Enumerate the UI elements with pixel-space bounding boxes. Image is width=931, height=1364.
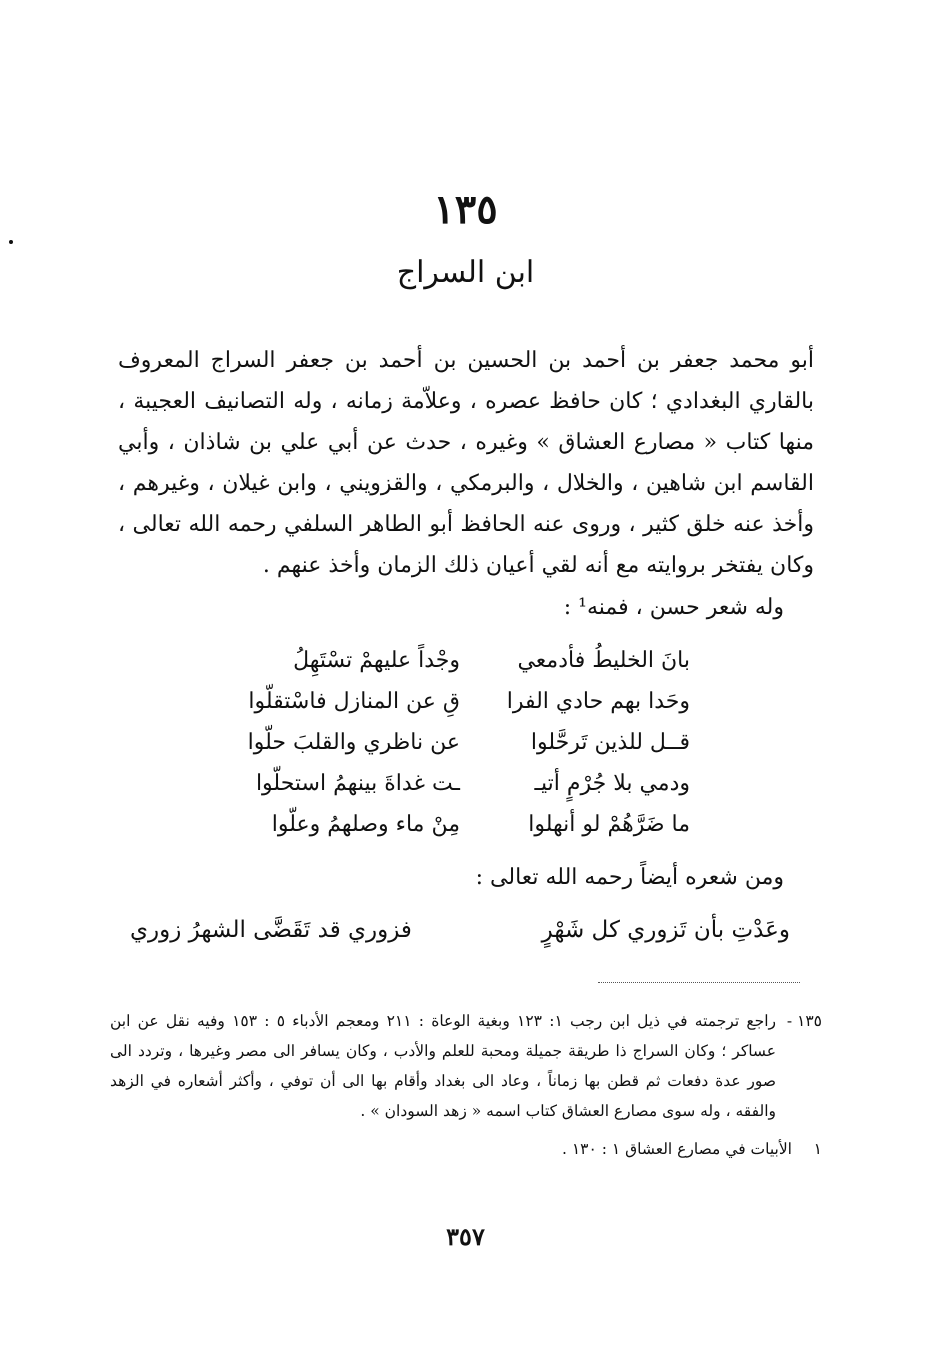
verse-line: [230, 722, 690, 763]
verse-line: [230, 763, 690, 804]
verse-line: [230, 640, 690, 681]
verse-first-hemistich: وعَدْتِ بأن تَزوري كل شَهْرٍ: [541, 917, 790, 943]
verse-first-hemistich: ما ضَرَّهُمْ لو أنهلوا: [528, 812, 690, 837]
second-poem-intro: ومن شعره أيضاً رحمه الله تعالى :: [475, 865, 784, 890]
footnote-entry: [110, 1006, 822, 1126]
verse-second-hemistich: قِ عن المنازل فاسْتقلّوا: [248, 689, 460, 714]
biography-paragraph: [118, 340, 814, 586]
verse-second-hemistich: فزوري قد تَقَضَّى الشهرُ زوري: [130, 917, 412, 943]
verse-first-hemistich: ودمي بلا جُرْمٍ أتيـ: [534, 771, 690, 796]
verse-line: [230, 804, 690, 845]
footnote-text: الأبيات في مصارع العشاق ١ : ١٣٠ .: [561, 1140, 792, 1158]
footnote-mark: ١: [813, 1140, 822, 1158]
verse-second-hemistich: عن ناظري والقلبَ حلّوا: [247, 730, 460, 755]
footnote-entry: [110, 1134, 822, 1164]
poem-intro: وله شعر حسن ، فمنه¹ :: [563, 595, 784, 620]
footnote-separator: [598, 982, 800, 983]
entry-title: ابن السراج: [396, 255, 535, 290]
poem-verses: [230, 640, 690, 845]
biography-text: أبو محمد جعفر بن أحمد بن الحسين بن أحمد بن جعفر السراج المعروف بالقاري البغدادي ؛ كان حافظ عصره ، وعلاّمة زمانه ، وله التصانيف العجيبة ، منها كتاب « مصارع العشاق » وغيره ، حدث عن أبي علي بن شاذان ، وأبي القاسم ابن شاهين ، والخلال ، والبرمكي ، والقزويني ، وابن غيلان ، وغيرهم ، وأخذ عنه خلق كثير ، وروى عنه الحافظ أبو الطاهر السلفي رحمه الله تعالى ، وكان يفتخر بروايته مع أنه لقي أعيان ذلك الزمان وأخذ عنهم .: [118, 348, 814, 578]
footnote-mark: ١٣٥ -: [786, 1012, 822, 1030]
footnotes: [110, 1006, 822, 1164]
verse-second-hemistich: مِنْ ماء وصلهمُ وعلّوا: [271, 812, 460, 837]
final-verse: [130, 910, 790, 950]
entry-number: ١٣٥: [433, 186, 498, 233]
verse-first-hemistich: قــل للذين تَرحَّلوا: [530, 730, 690, 755]
verse-first-hemistich: بانَ الخليطُ فأدمعي: [517, 648, 690, 673]
footnote-text: راجع ترجمته في ذيل ابن رجب ١: ١٢٣ وبغية الوعاة : ٢١١ ومعجم الأدباء ٥ : ١٥٣ وفيه نقل عن ابن عساكر ؛ وكان السراج ذا طريقة جميلة ومحبة للعلم والأدب ، وكان يسافر الى مصر وغيرها ، وتردد الى صور عدة دفعات ثم قطن بها زماناً ، وعاد الى بغداد وأقام بها الى أن توفي ، وأكثر أشعاره في الزهد والفقه ، وله سوى مصارع العشاق كتاب اسمه « زهد السودان » .: [110, 1012, 776, 1120]
stray-mark: [9, 240, 13, 244]
verse-second-hemistich: ـت غداةَ بينهمُ استحلّوا: [255, 771, 460, 796]
page-number: ٣٥٧: [446, 1222, 485, 1251]
verse-first-hemistich: وحَدا بهم حادي الفرا: [506, 689, 690, 714]
verse-second-hemistich: وجْداً عليهمْ تسْتَهِلُ: [293, 648, 460, 673]
verse-line: [230, 681, 690, 722]
